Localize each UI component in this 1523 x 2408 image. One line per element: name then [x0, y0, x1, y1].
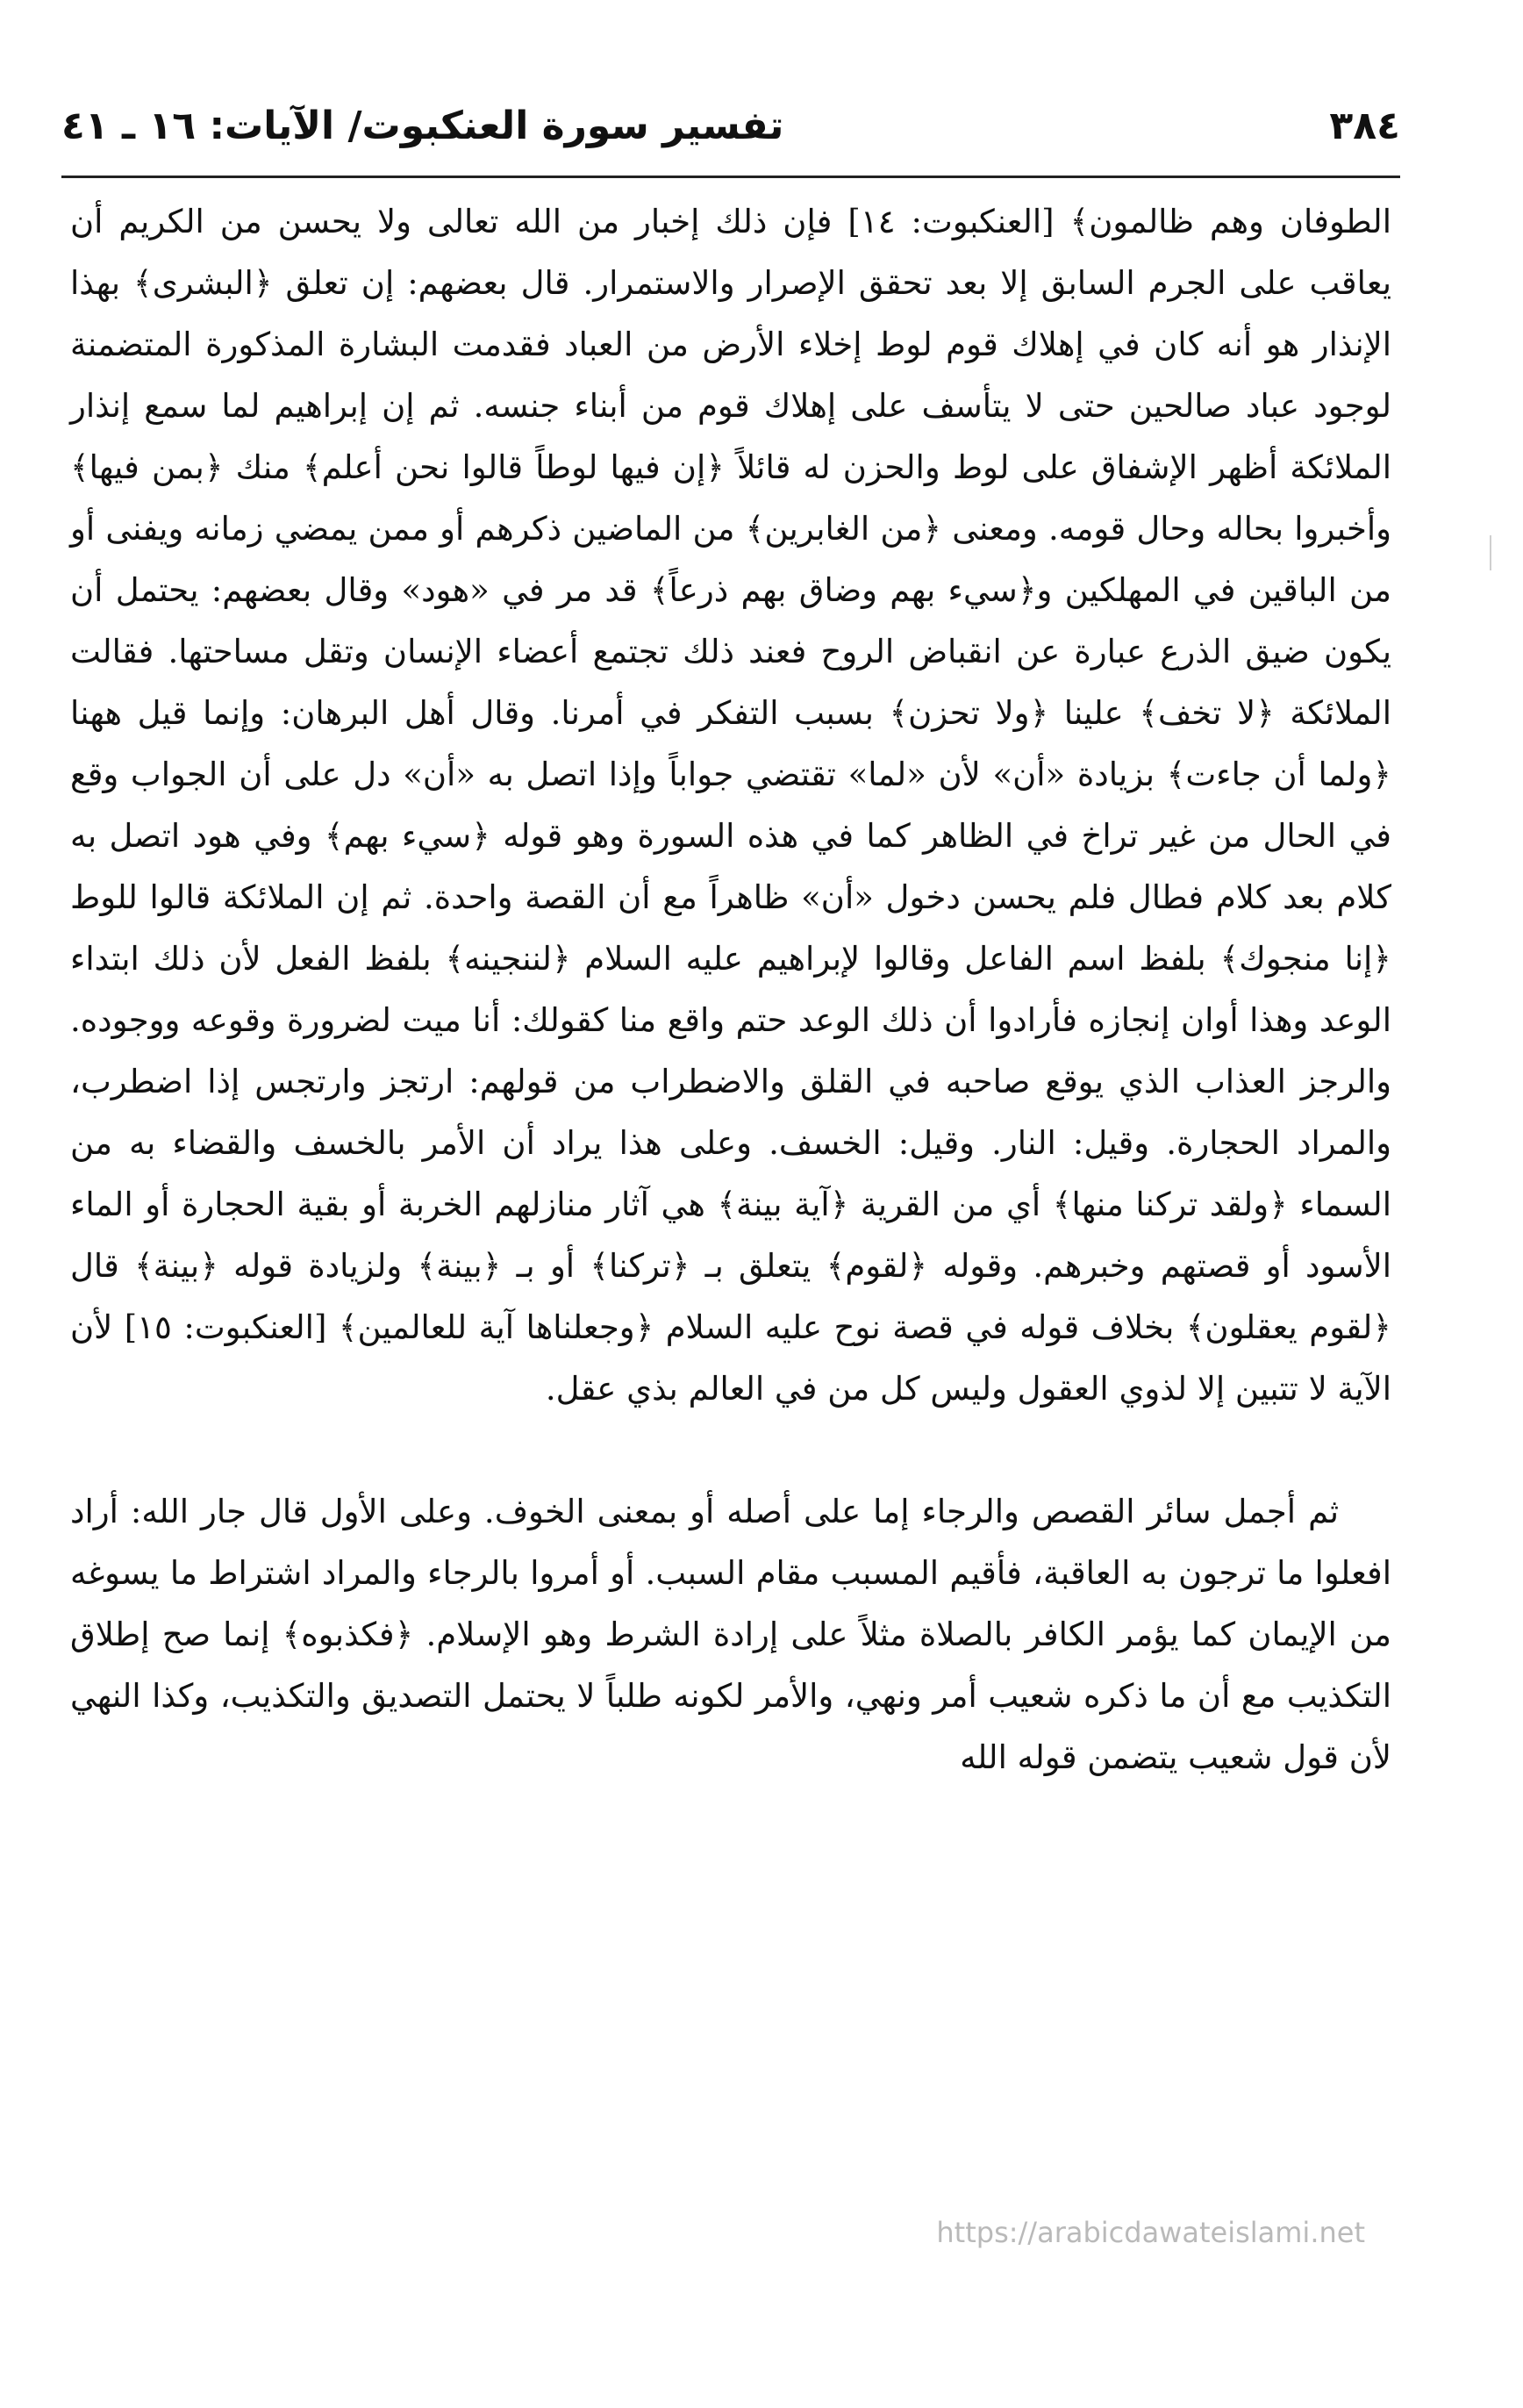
- body-text: [70, 191, 1391, 1788]
- margin-mark: [1490, 535, 1491, 570]
- paragraph-1: الطوفان وهم ظالمون﴾ [العنكبوت: ١٤] فإن ذلك إخبار من الله تعالى ولا يحسن من الكريم أن يعاقب على الجرم السابق إلا بعد تحقق الإصرار والاستمرار. قال بعضهم: إن تعلق ﴿البشرى﴾ بهذا الإنذار هو أنه كان في إهلاك قوم لوط إخلاء الأرض من العباد فقدمت البشارة المذكورة المتضمنة لوجود عباد صالحين حتى لا يتأسف على إهلاك قوم من أبناء جنسه. ثم إن إبراهيم لما سمع إنذار الملائكة أظهر الإشفاق على لوط والحزن له قائلاً ﴿إن فيها لوطاً قالوا نحن أعلم﴾ منك ﴿بمن فيها﴾ وأخبروا بحاله وحال قومه. ومعنى ﴿من الغابرين﴾ من الماضين ذكرهم أو ممن يمضي زمانه ويفنى أو من الباقين في المهلكين و﴿سيء بهم وضاق بهم ذرعاً﴾ قد مر في «هود» وقال بعضهم: يحتمل أن يكون ضيق الذرع عبارة عن انقباض الروح فعند ذلك تجتمع أعضاء الإنسان وتقل مساحتها. فقالت الملائكة ﴿لا تخف﴾ علينا ﴿ولا تحزن﴾ بسبب التفكر في أمرنا. وقال أهل البرهان: وإنما قيل ههنا ﴿ولما أن جاءت﴾ بزيادة «أن» لأن «لما» تقتضي جواباً وإذا اتصل به «أن» دل على أن الجواب وقع في الحال من غير تراخ في الظاهر كما في هذه السورة وهو قوله ﴿سيء بهم﴾ وفي هود اتصل به كلام بعد كلام فطال فلم يحسن دخول «أن» ظاهراً مع أن القصة واحدة. ثم إن الملائكة قالوا للوط ﴿إنا منجوك﴾ بلفظ اسم الفاعل وقالوا لإبراهيم عليه السلام ﴿لننجينه﴾ بلفظ الفعل لأن ذلك ابتداء الوعد وهذا أوان إنجازه فأرادوا أن ذلك الوعد حتم واقع منا كقولك: أنا ميت لضرورة وقوعه ووجوده. والرجز العذاب الذي يوقع صاحبه في القلق والاضطراب من قولهم: ارتجز وارتجس إذا اضطرب، والمراد الحجارة. وقيل: النار. وقيل: الخسف. وعلى هذا يراد أن الأمر بالخسف والقضاء به من السماء ﴿ولقد تركنا منها﴾ أي من القرية ﴿آية بينة﴾ هي آثار منازلهم الخربة أو بقية الحجارة أو الماء الأسود أو قصتهم وخبرهم. وقوله ﴿لقوم﴾ يتعلق بـ ﴿تركنا﴾ أو بـ ﴿بينة﴾ ولزيادة قوله ﴿بينة﴾ قال ﴿لقوم يعقلون﴾ بخلاف قوله في قصة نوح عليه السلام ﴿وجعلناها آية للعالمين﴾ [العنكبوت: ١٥] لأن الآية لا تتبين إلا لذوي العقول وليس كل من في العالم بذي عقل.: [70, 203, 1391, 1408]
- running-title: تفسير سورة العنكبوت/ الآيات: ١٦ ـ ٤١: [61, 104, 784, 148]
- page-header: [61, 104, 1400, 174]
- page-number: ٣٨٤: [1329, 104, 1400, 148]
- watermark-url: https://arabicdawateislami.net: [936, 2216, 1365, 2249]
- header-rule: [61, 176, 1400, 178]
- paragraph-2: ثم أجمل سائر القصص والرجاء إما على أصله أو بمعنى الخوف. وعلى الأول قال جار الله: أراد افعلوا ما ترجون به العاقبة، فأقيم المسبب مقام السبب. أو أمروا بالرجاء والمراد اشتراط ما يسوغه من الإيمان كما يؤمر الكافر بالصلاة مثلاً على إرادة الشرط وهو الإسلام. ﴿فكذبوه﴾ إنما صح إطلاق التكذيب مع أن ما ذكره شعيب أمر ونهي، والأمر لكونه طلباً لا يحتمل التصديق والتكذيب، وكذا النهي لأن قول شعيب يتضمن قوله الله: [70, 1493, 1391, 1776]
